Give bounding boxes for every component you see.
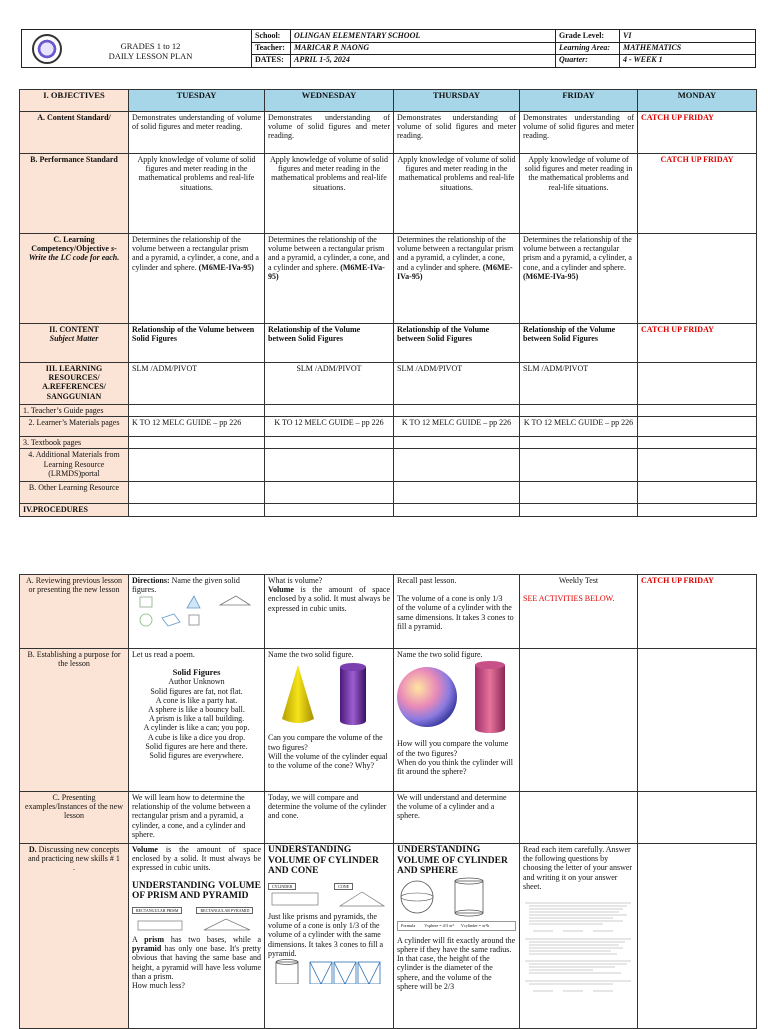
dates-label: DATES: [255, 55, 284, 64]
lm-pages-label: 2. Learner’s Materials pages [20, 417, 129, 437]
review-wed: What is volume? Volume is the amount of space enclosed by a solid. It must always be expressed in cubic units. [265, 575, 394, 649]
cylinder-label: CYLINDER [268, 883, 296, 890]
teacher-value: MARICAR P. NAONG [294, 43, 370, 52]
poem-title: Solid Figures [172, 667, 221, 678]
objectives-table [19, 89, 757, 517]
other-resource-label: B. Other Learning Resource [20, 482, 129, 504]
poem-line: Solid figures are everywhere. [149, 751, 244, 761]
procedures-label: IV.PROCEDURES [20, 504, 129, 516]
objectives-heading: I. OBJECTIVES [20, 90, 129, 112]
three-cones-icon [268, 958, 388, 984]
resources-tue: SLM /ADM/PIVOT [129, 363, 265, 405]
review-thu: Recall past lesson. The volume of a cone is only 1/3 of the volume of a cylinder with the same dimensions. It takes 3 cones to fill a pyramid. [394, 575, 520, 649]
procedures-table [19, 574, 757, 1029]
purpose-label: B. Establishing a purpose for the lesson [20, 649, 129, 792]
review-mon: CATCH UP FRIDAY [638, 575, 757, 649]
poem-line: A prism is like a tall building. [148, 714, 245, 724]
resources-label: III. LEARNING RESOURCES/ A.REFERENCES/ SANGGUNIAN [20, 363, 129, 405]
formula-box: Formula Vsphere = 4/3 πr³ Vcylinder = πr²h [397, 921, 516, 931]
poem-line: Solid figures are fat, not flat. [150, 686, 243, 696]
performance-standard-thu: Apply knowledge of volume of solid figures and meter reading in the mathematical problems and real-life situations. [394, 154, 520, 234]
poem-line: A cube is like a dice you drop. [147, 732, 246, 742]
poem-author: Author Unknown [168, 677, 225, 687]
cylinder-cone-icon [268, 890, 388, 910]
discussing-thu: UNDERSTANDING VOLUME OF CYLINDER AND SPHERE Formula Vsphere = 4/3 πr³ Vcylinder = πr²h A cylinder will fit exactly around the sphere if they have the same radius. In that case, the height of the cylinder is the diameter of the sphere, and the volume of the sphere will be 2/3 [394, 844, 520, 1029]
content-fri: Relationship of the Volume between Solid Figures [520, 324, 638, 363]
content-wed: Relationship of the Volume between Solid Figures [265, 324, 394, 363]
content-thu: Relationship of the Volume between Solid Figures [394, 324, 520, 363]
plan-title-line1: GRADES 1 to 12 [120, 41, 181, 51]
teacher-label: Teacher: [255, 43, 285, 52]
prism-label: RECTANGULAR PRISM [132, 907, 182, 914]
purpose-tue: Let us read a poem. Solid Figures Author Unknown Solid figures are fat, not flat. A cone is like a party hat. A sphere is like a bouncy ball. A prism is like a tall building. A cylinder is like a can; you pop. A cube is like a dice you drop. Solid figures are here and there. Solid figures are everywhere. [129, 649, 265, 792]
content-tue: Relationship of the Volume between Solid Figures [129, 324, 265, 363]
review-label: A. Reviewing previous lesson or presenting the new lesson [20, 575, 129, 649]
content-mon: CATCH UP FRIDAY [638, 324, 757, 363]
day-wednesday: WEDNESDAY [265, 90, 394, 112]
discussing-label: D. Discussing new concepts and practicing new skills # 1 . [20, 844, 129, 1029]
quiz-sheet-icon [523, 891, 633, 995]
additional-label: 4. Additional Materials from Learning Resource (LRMDS)portal [20, 449, 129, 482]
performance-standard-mon: CATCH UP FRIDAY [638, 154, 757, 234]
content-standard-mon: CATCH UP FRIDAY [638, 112, 757, 154]
day-tuesday: TUESDAY [129, 90, 265, 112]
solid-figures-icon [132, 594, 260, 632]
resources-thu: SLM /ADM/PIVOT [394, 363, 520, 405]
day-friday: FRIDAY [520, 90, 638, 112]
lesson-plan-header [21, 29, 756, 68]
day-monday: MONDAY [638, 90, 757, 112]
resources-wed: SLM /ADM/PIVOT [265, 363, 394, 405]
plan-title [68, 41, 233, 61]
purpose-thu: Name the two solid figure. How will you compare the volume of the two figures? When do you think the cylinder will fit around the sphere? [394, 649, 520, 792]
content-standard-thu: Demonstrates understanding of volume of solid figures and meter reading. [394, 112, 520, 154]
competency-wed: Determines the relationship of the volume between a rectangular prism and a pyramid, a cylinder, a cone, and a cylinder and sphere. (M6ME-IVa-95) [265, 234, 394, 324]
content-label: II. CONTENT Subject Matter [20, 324, 129, 363]
tg-pages-label: 1. Teacher’s Guide pages [20, 405, 129, 417]
purpose-wed: Name the two solid figure. Can you compare the volume of the two figures? Will the volume of the cylinder equal to the volume of the cone? Why? [265, 649, 394, 792]
presenting-wed: Today, we will compare and determine the volume of the cylinder and cone. [265, 792, 394, 844]
lm-pages-fri: K TO 12 MELC GUIDE – pp 226 [520, 417, 638, 437]
competency-label-a: C. Learning Competency/Objective [31, 235, 109, 254]
poem-line: Solid figures are here and there. [145, 741, 248, 751]
pyramid-label: RECTANGULAR PYRAMID [196, 907, 253, 914]
competency-label-b: s- Write the LC code for each. [28, 244, 120, 263]
performance-standard-tue: Apply knowledge of volume of solid figures and meter reading in the mathematical problems and real-life situations. [129, 154, 265, 234]
content-standard-wed: Demonstrates understanding of volume of solid figures and meter reading. [265, 112, 394, 154]
prism-pyramid-icon [132, 917, 260, 933]
area-value: MATHEMATICS [623, 43, 682, 52]
poem-line: A cylinder is like a can; you pop. [143, 723, 250, 733]
quarter-value: 4 - WEEK 1 [623, 55, 663, 64]
textbook-label: 3. Textbook pages [20, 437, 129, 449]
quarter-label: Quarter: [559, 55, 588, 64]
poem-line: A cone is like a party hat. [155, 695, 238, 705]
sphere-in-cylinder-icon [397, 877, 515, 917]
competency-mon [638, 234, 757, 324]
day-thursday: THURSDAY [394, 90, 520, 112]
content-standard-label: A. Content Standard/ [20, 112, 129, 154]
performance-standard-fri: Apply knowledge of volume of solid figures and meter reading in the mathematical problems and real-life situations. [520, 154, 638, 234]
performance-standard-label: B. Performance Standard [20, 154, 129, 234]
discussing-tue: Volume is the amount of space enclosed by a solid. It must always be expressed in cubic units. UNDERSTANDING VOLUME OF PRISM AND PYRAMID RECTANGULAR PRISM RECTANGULAR PYRAMID A prism has two bases, while a pyramid has only one base. It's pretty obvious that having the same base and height, a pyramid will have less volume than a prism. How much less? [129, 844, 265, 1029]
school-label: School: [255, 31, 281, 40]
presenting-label: C. Presenting examples/Instances of the new lesson [20, 792, 129, 844]
competency-label [20, 234, 129, 324]
presenting-thu: We will understand and determine the volume of a cylinder and a sphere. [394, 792, 520, 844]
poem-line: A sphere is like a bouncy ball. [148, 705, 245, 715]
presenting-tue: We will learn how to determine the relationship of the volume between a rectangular prism and a pyramid, a cylinder, a cone, and a cylinder and sphere. [129, 792, 265, 844]
grade-value: VI [623, 31, 632, 40]
discussing-wed: UNDERSTANDING VOLUME OF CYLINDER AND CONE CYLINDER CONE Just like prisms and pyramids, the volume of a cone is only 1/3 of the volume of a cylinder with the same dimensions. It takes 3 cones to fill a pyramid. [265, 844, 394, 1029]
performance-standard-wed: Apply knowledge of volume of solid figures and meter reading in the mathematical problems and real-life situations. [265, 154, 394, 234]
resources-mon [638, 363, 757, 405]
discussing-fri: Read each item carefully. Answer the following questions by choosing the letter of your answer and writing it on your answer sheet. [520, 844, 638, 1029]
grade-label: Grade Level: [559, 31, 605, 40]
cone-cylinder-icon [268, 659, 388, 731]
plan-title-line2: DAILY LESSON PLAN [108, 51, 193, 61]
cone-label: CONE [334, 883, 353, 890]
content-standard-fri: Demonstrates understanding of volume of solid figures and meter reading. [520, 112, 638, 154]
lm-pages-thu: K TO 12 MELC GUIDE – pp 226 [394, 417, 520, 437]
area-label: Learning Area: [559, 43, 611, 52]
sphere-cylinder-icon [397, 659, 515, 737]
content-standard-tue: Demonstrates understanding of volume of solid figures and meter reading. [129, 112, 265, 154]
competency-thu: Determines the relationship of the volume between a rectangular prism and a pyramid, a cylinder, a cone, and a cylinder and sphere. (M6ME-IVa-95) [394, 234, 520, 324]
competency-tue: Determines the relationship of the volume between a rectangular prism and a pyramid, a cylinder, a cone, and a cylinder and sphere. (M6ME-IVa-95) [129, 234, 265, 324]
lm-pages-tue: K TO 12 MELC GUIDE – pp 226 [129, 417, 265, 437]
school-value: OLINGAN ELEMENTARY SCHOOL [294, 31, 421, 40]
deped-seal-icon [32, 34, 62, 64]
review-tue: Directions: Name the given solid figures. [129, 575, 265, 649]
competency-fri: Determines the relationship of the volume between a rectangular prism and a pyramid, a cylinder, a cone, and a cylinder and sphere. (M6ME-IVa-95) [520, 234, 638, 324]
review-fri: Weekly Test SEE ACTIVITIES BELOW. [520, 575, 638, 649]
dates-value: APRIL 1-5, 2024 [294, 55, 350, 64]
resources-fri: SLM /ADM/PIVOT [520, 363, 638, 405]
lm-pages-wed: K TO 12 MELC GUIDE – pp 226 [265, 417, 394, 437]
